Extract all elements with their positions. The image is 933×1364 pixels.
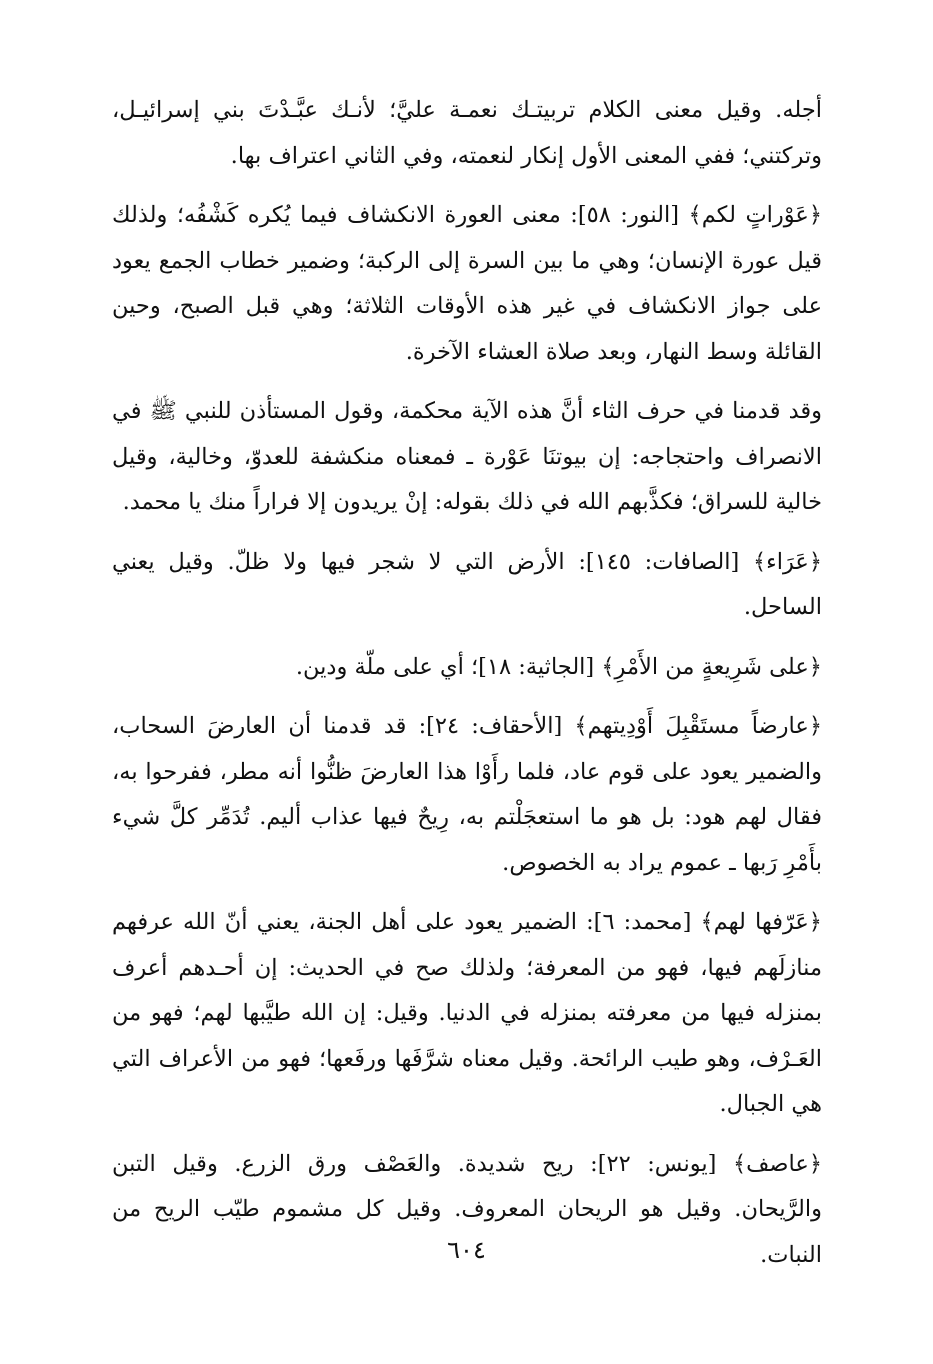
- paragraph-3-awra-note: وقد قدمنا في حرف الثاء أنَّ هذه الآية محكمة، وقول المستأذن للنبي ﷺ في الانصراف واحتجاجه: إن بيوتنَا عَوْرة ـ فمعناه منكشفة للعدوّ، وخالية، وقيل خالية للسراق؛ فكذَّبهم الله في ذلك بقوله: إنْ يريدون إلا فراراً منك يا محمد.: [112, 398, 822, 515]
- page-body: [112, 88, 822, 1292]
- paragraph-2-awrat: ﴿عَوْراتٍ لكم﴾ [النور: ٥٨]: معنى العورة الانكشاف فيما يُكره كَشْفُه؛ ولذلك قيل عورة الإنسان؛ وهي ما بين السرة إلى الركبة؛ وضمير خطاب الجمع يعود على جواز الانكشاف في غير هذه الأوقات الثلاثة؛ وهي قبل الصبح، وحين القائلة وسط النهار، وبعد صلاة العشاء الآخرة.: [112, 202, 822, 365]
- paragraph-7-arrafaha: ﴿عَرّفها لهم﴾ [محمد: ٦]: الضمير يعود على أهل الجنة، يعني أنّ الله عرفهم منازلَهم فيها، فهو من المعرفة؛ ولذلك صح في الحديث: إن أحـدهم أعرف بمنزله فيها من معرفته بمنزله في الدنيا. وقيل: إن الله طيَّبها لهم؛ فهو من العَـرْف، وهو طيب الرائحة. وقيل معناه شرَّفَها ورفَعها؛ فهو من الأعراف التي هي الجبال.: [112, 909, 822, 1117]
- page-number: ٦٠٤: [447, 1236, 486, 1264]
- paragraph-6-arid: ﴿عارضاً مستَقْبِلَ أَوْدِيتهم﴾ [الأحقاف: ٢٤]: قد قدمنا أن العارضَ السحاب، والضمير يعود على قوم عاد، فلما رأَوْا هذا العارضَ ظنُّوا أنه مطر، ففرحوا به، فقال لهم هود: بل هو ما استعجَلْتم به، رِيحٌ فيها عذاب أليم. تُدَمِّر كلَّ شيء بأَمْرِ رَبها ـ عموم يراد به الخصوص.: [112, 713, 822, 876]
- paragraph-1: أجله. وقيل معنى الكلام تربيتـك نعمـة عليَّ؛ لأنـك عبَّـدْتَ بني إسرائيـل، وتركتني؛ ففي المعنى الأول إنكار لنعمته، وفي الثاني اعتراف بها.: [112, 97, 822, 169]
- paragraph-4-ara: ﴿عَرَاء﴾ [الصافات: ١٤٥]: الأرض التي لا شجر فيها ولا ظلّ. وقيل يعني الساحل.: [112, 548, 822, 620]
- paragraph-8-asif: ﴿عاصف﴾ [يونس: ٢٢]: ريح شديدة. والعَصْف ورق الزرع. وقيل التبن والرَّيحان. وقيل هو الريحان المعروف. وقيل كل مشموم طيّب الريح من النبات.: [112, 1150, 823, 1268]
- paragraph-5-shariah: ﴿على شَرِيعةٍ من الأَمْرِ﴾ [الجاثية: ١٨]؛ أي على ملّة ودين.: [295, 653, 822, 680]
